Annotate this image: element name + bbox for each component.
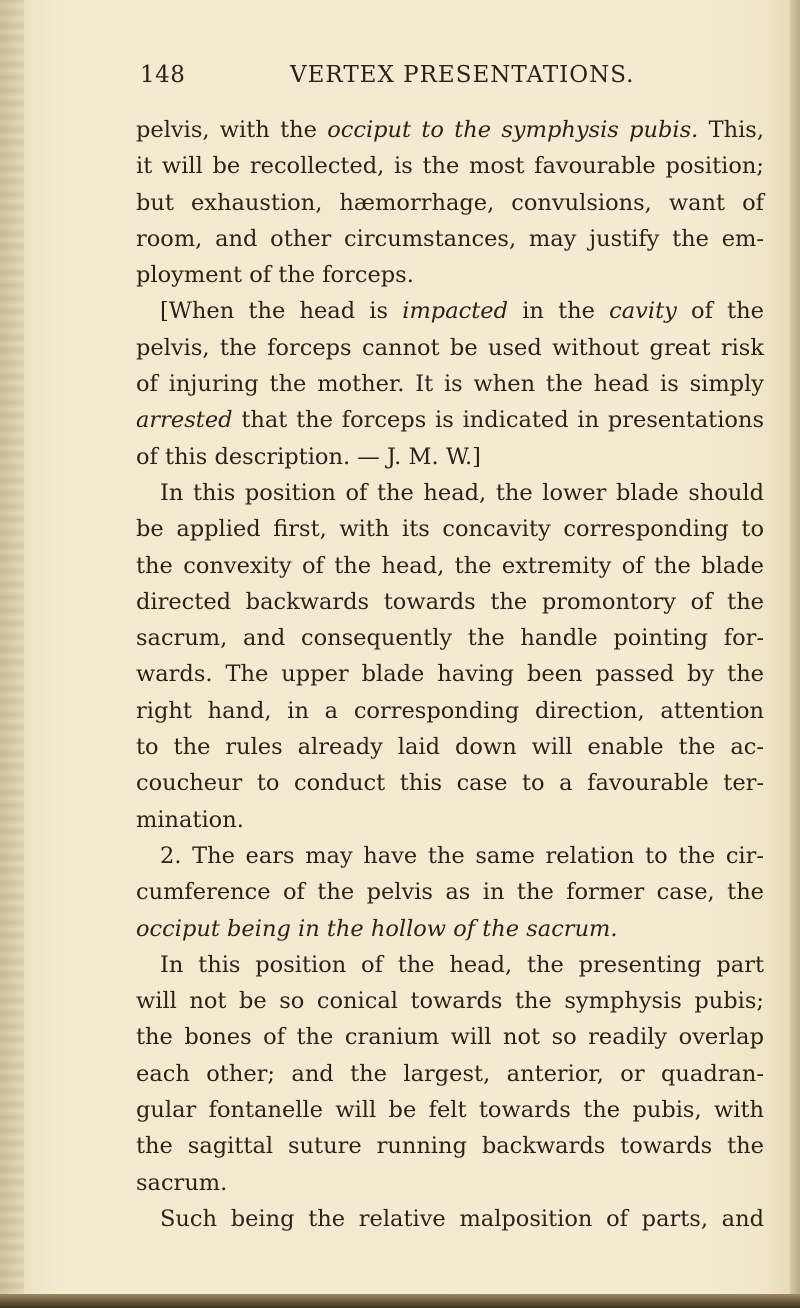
text-segment: Such being the relative malposition of parts, and bbox=[160, 1205, 764, 1232]
body-text bbox=[136, 112, 764, 1237]
text-line bbox=[136, 656, 764, 692]
text-line bbox=[136, 1201, 764, 1237]
text-line bbox=[136, 148, 764, 184]
text-line bbox=[136, 693, 764, 729]
text-line bbox=[136, 729, 764, 765]
text-segment: [When the head is bbox=[160, 298, 403, 325]
text-segment: in the bbox=[507, 298, 610, 325]
text-line bbox=[136, 874, 764, 910]
text-segment: of injuring the mother. It is when the head is simply bbox=[136, 371, 764, 398]
text-line bbox=[136, 947, 764, 983]
text-line bbox=[136, 1056, 764, 1092]
text-segment: wards. The upper blade having been passed by the bbox=[136, 661, 764, 688]
text-segment: the convexity of the head, the extremity of the blade bbox=[136, 552, 764, 579]
text-segment: the bones of the cranium will not so readily overlap bbox=[136, 1024, 764, 1051]
page-number: 148 bbox=[140, 62, 186, 88]
text-line bbox=[136, 838, 764, 874]
text-line bbox=[136, 402, 764, 438]
text-segment: room, and other circumstances, may justify the em- bbox=[136, 225, 764, 252]
text-segment: This, bbox=[698, 117, 765, 143]
text-line bbox=[136, 185, 764, 221]
text-segment: of the bbox=[676, 298, 764, 325]
text-segment: be applied first, with its concavity corresponding to bbox=[136, 516, 764, 543]
italic-text: arrested bbox=[136, 407, 233, 434]
text-line bbox=[136, 620, 764, 656]
text-segment: In this position of the head, the presenting part bbox=[160, 951, 764, 978]
italic-text: occiput being in the hollow of the sacrum. bbox=[136, 915, 618, 942]
text-segment: but exhaustion, hæmorrhage, convulsions, want of bbox=[136, 189, 764, 216]
text-segment: 2. The ears may have the same relation to the cir- bbox=[160, 842, 764, 869]
text-line bbox=[136, 511, 764, 547]
text-line bbox=[136, 1092, 764, 1128]
text-line bbox=[136, 1165, 764, 1201]
text-segment: each other; and the largest, anterior, or quadran- bbox=[136, 1060, 764, 1087]
text-segment: gular fontanelle will be felt towards the pubis, with bbox=[136, 1097, 764, 1124]
text-line bbox=[136, 439, 764, 475]
text-line bbox=[136, 548, 764, 584]
text-line bbox=[136, 366, 764, 402]
text-segment: cumference of the pelvis as in the former case, the bbox=[136, 879, 764, 906]
text-line bbox=[136, 802, 764, 838]
text-segment: In this position of the head, the lower blade should bbox=[160, 479, 764, 506]
text-line bbox=[136, 112, 764, 148]
page-bottom-edge bbox=[0, 1294, 800, 1308]
text-line bbox=[136, 584, 764, 620]
text-segment: of this description. — J. M. W.] bbox=[136, 443, 481, 470]
text-line bbox=[136, 911, 764, 947]
text-segment: mination. bbox=[136, 806, 244, 833]
text-segment: pelvis, with the bbox=[136, 117, 328, 143]
page-header bbox=[140, 62, 760, 102]
text-line bbox=[136, 475, 764, 511]
italic-text: occiput to the symphysis pubis. bbox=[327, 117, 699, 143]
text-line bbox=[136, 1128, 764, 1164]
text-segment: sacrum, and consequently the handle pointing for- bbox=[136, 625, 764, 652]
text-segment: ployment of the forceps. bbox=[136, 262, 414, 289]
text-segment: that the forceps is indicated in presentations bbox=[232, 407, 764, 434]
running-head: VERTEX PRESENTATIONS. bbox=[290, 62, 635, 88]
text-segment: to the rules already laid down will enable the ac- bbox=[136, 734, 764, 761]
text-segment: coucheur to conduct this case to a favourable ter- bbox=[136, 770, 764, 797]
text-segment: pelvis, the forceps cannot be used without great risk bbox=[136, 334, 764, 361]
text-segment: right hand, in a corresponding direction, attention bbox=[136, 697, 764, 724]
text-segment: will not be so conical towards the symphysis pubis; bbox=[136, 988, 764, 1015]
text-segment: it will be recollected, is the most favourable position; bbox=[136, 153, 764, 180]
text-line bbox=[136, 1019, 764, 1055]
italic-text: cavity bbox=[609, 298, 677, 325]
text-line bbox=[136, 330, 764, 366]
text-line bbox=[136, 221, 764, 257]
text-line bbox=[136, 983, 764, 1019]
text-segment: directed backwards towards the promontory of the bbox=[136, 588, 764, 615]
text-line bbox=[136, 257, 764, 293]
page-edge bbox=[790, 0, 800, 1308]
italic-text: impacted bbox=[402, 298, 508, 325]
text-segment: sacrum. bbox=[136, 1169, 228, 1196]
page-gutter bbox=[0, 0, 24, 1308]
text-segment: the sagittal suture running backwards towards the bbox=[136, 1133, 764, 1160]
text-line bbox=[136, 293, 764, 329]
text-line bbox=[136, 765, 764, 801]
